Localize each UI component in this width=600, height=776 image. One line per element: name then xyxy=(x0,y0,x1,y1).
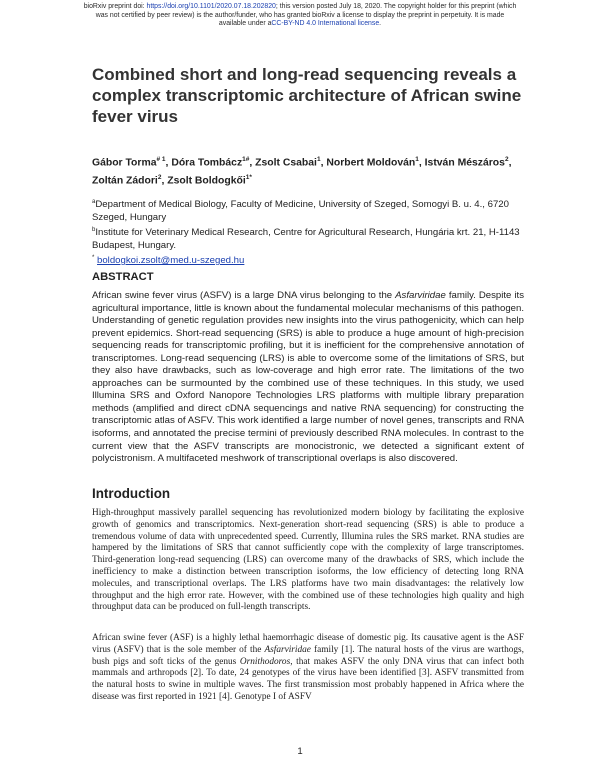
abstract-text: African swine fever virus (ASFV) is a large DNA virus belonging to the Asfarviridae family. Despite its agricultural importance, little is known about the fundamental molecular mechanisms of this pathogen. Understanding of genetic regulation provides new insights into the virus pathogenicity, which can help prevent epidemics. Short-read sequencing (SRS) is able to produce a huge amount of high-precision sequencing reads for transcriptomic profiling, but it is inefficient for the comprehensive annotation of transcriptomes. Long-read sequencing (LRS) is able to overcome some of the limitations of SRS, but they also have drawbacks, such as low-coverage and high error rate. The limitations of the two approaches can be surmounted by the combined use of these techniques. In this study, we used Illumina SRS and Oxford Nanopore Technologies LRS platforms with multiple library preparation methods (amplified and direct cDNA sequencings and native RNA sequencing) for constructing the transcriptomic atlas of ASFV. This work identified a large number of novel genes, transcripts and RNA isoforms, and annotated the precise termini of previously described RNA molecules. In contrast to the current view that the ASFV transcripts are monocistronic, we detected a significant extent of polycistronism. A multifaceted meshwork of transcriptional overlaps is also discovered. xyxy=(92,290,524,465)
introduction-heading: Introduction xyxy=(92,486,171,501)
license-link[interactable]: CC-BY-ND 4.0 International license xyxy=(271,20,380,28)
affiliations xyxy=(92,196,524,268)
author-sup: 1* xyxy=(245,174,252,182)
paper-title: Combined short and long-read sequencing reveals a complex transcriptomic architecture of African swine fever virus xyxy=(92,65,522,126)
banner-line-2: was not certified by peer review) is the author/funder, who has granted bioRxiv a license to display the preprint in perpetuity. It is made xyxy=(95,11,505,19)
affiliation: $^b$Institute for Veterinary Medical Research, Centre for Agricultural Research, Hungária krt. 21, H-1143 Budapest, Hungary. xyxy=(92,227,520,251)
author-sup: 2 xyxy=(504,156,509,163)
author: Zsolt Boldogkői xyxy=(167,175,246,187)
banner-line-3: available under aCC-BY-ND 4.0 International license. xyxy=(218,20,382,28)
preprint-banner xyxy=(40,3,560,29)
author: Gábor Torma xyxy=(92,157,157,169)
intro-paragraph-2: African swine fever (ASF) is a highly lethal haemorrhagic disease of domestic pig. Its causative agent is the ASF virus (ASFV) that is the sole member of the Asfarviridae family [1]. The natural hosts of the virus are warthogs, bush pigs and soft ticks of the genus Ornithodoros, that makes ASFV the only DNA virus that can infect both mammals and arthropods [2]. To date, 24 genotypes of the virus have been identified [3]. ASFV transmitted from the natural hosts to swine in multiple waves. The first transmission most probably happened in Africa where the disease was first reported in 1921 [4]. Genotype I of ASFV xyxy=(92,633,525,702)
author: Dóra Tombácz xyxy=(171,157,243,169)
email-link[interactable]: boldogkoi.zsolt@med.u-szeged.hu xyxy=(97,255,245,267)
intro-paragraph-1: High-throughput massively parallel sequencing has revolutionized modern biology by facilitating the explosive growth of genomics and transcriptomics. Next-generation short-read sequencing (SRS) is able to produce a tremendous volume of data with unprecedented speed. Currently, Illumina rules the SRS market. RNA studies are hampered by the limitations of SRS that cannot sufficiently cope with the complexity of large transcriptomes. Third-generation long-read sequencing (LRS) can overcome many of the drawbacks of SRS, which include the inefficiency to make a distinction between transcription isoforms, the low efficiency of detecting long RNA molecules, and transcriptional overlaps. The LRS platforms have two main disadvantages: the relatively low throughput and the high error rate. However, with the combined use of these technologies high quality and high throughput data can be produced on full-length transcripts. xyxy=(92,508,524,613)
author: Norbert Moldován xyxy=(326,157,416,169)
author-sup: 1 xyxy=(316,156,321,163)
author-sup: 1# xyxy=(242,156,250,163)
doi-link[interactable]: https://doi.org/10.1101/2020.07.18.202820 xyxy=(146,3,276,10)
author: Zoltán Zádori xyxy=(92,175,158,187)
author-list: Gábor Torma$^{\# 1}$, Dóra Tombácz$^{1\#}$, Zsolt Csabai$^1$, Norbert Moldován$^1$, István Mészáros$^2$, Zoltán Zádori$^2$, Zsolt Boldogkői$^{1*}$ xyxy=(92,156,512,187)
author-sup: 1 xyxy=(415,156,419,163)
page-number: 1 xyxy=(297,746,303,757)
affiliation: $^a$Department of Medical Biology, Faculty of Medicine, University of Szeged, Somogyi B. u. 4., 6720 Szeged, Hungary xyxy=(92,199,509,223)
corresponding-author: * boldogkoi.zsolt@med.u-szeged.hu xyxy=(92,255,245,267)
author-sup: 2 xyxy=(157,174,162,182)
banner-line-1: bioRxiv preprint doi: https://doi.org/10.1101/2020.07.18.202820; this version posted July 18, 2020. The copyright holder for this preprint (which xyxy=(83,3,517,10)
author: István Mészáros xyxy=(424,157,505,169)
author: Zsolt Csabai xyxy=(255,157,317,169)
abstract-heading: ABSTRACT xyxy=(92,271,154,283)
author-sup: # 1 xyxy=(156,156,166,163)
